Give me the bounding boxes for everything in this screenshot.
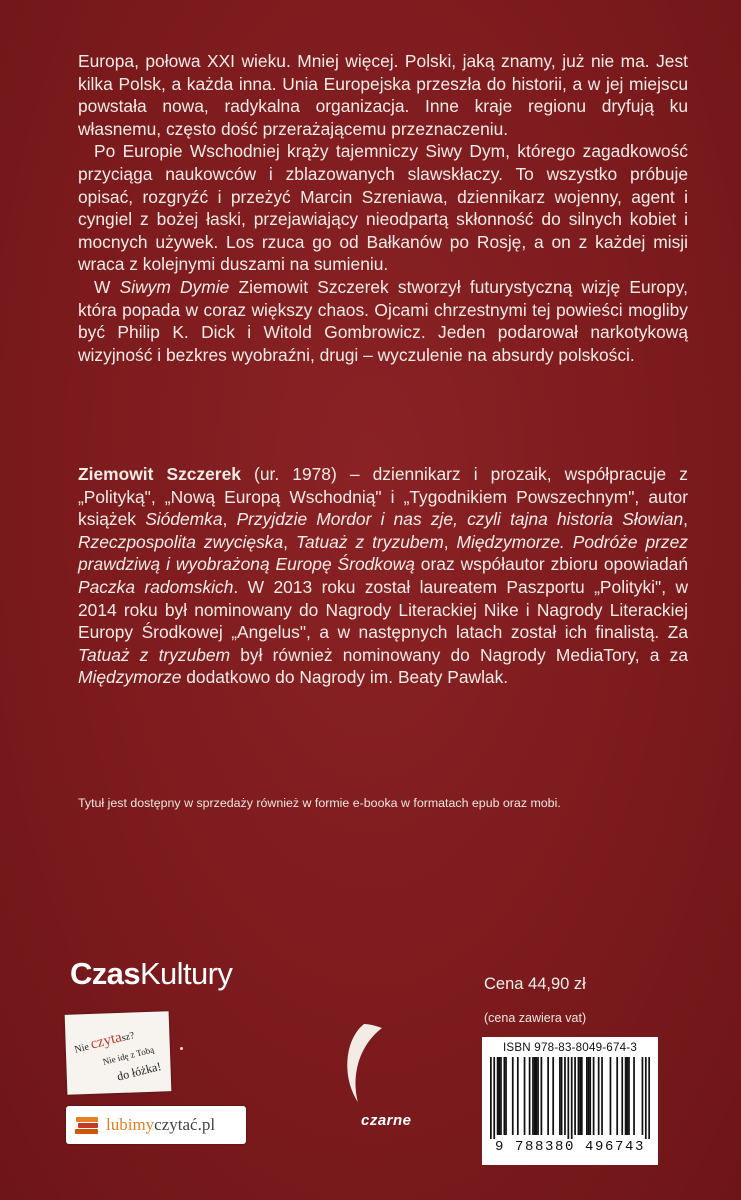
barcode-bar [535,1057,537,1135]
barcode-icon [490,1057,650,1139]
decorative-dot [180,1047,183,1050]
logo-text-bold: Czas [70,956,140,991]
bio-book-title: Paczka radomskich [78,576,234,597]
badge-line-3: do łóżka! [115,1059,163,1084]
barcode-bar [581,1057,583,1135]
books-icon [74,1114,100,1136]
isbn-number: ISBN 978-83-8049-674-3 [503,1041,637,1054]
book-description [78,50,688,366]
bio-text: , [283,531,296,552]
badge-text: Nie [73,1040,93,1056]
bio-book-title: Siódemka [145,509,223,530]
barcode-bar [524,1057,526,1135]
lubimy-czytac-text [106,1115,215,1135]
barcode-bar [648,1057,650,1139]
barcode-bar [567,1057,569,1139]
barcode-bar [512,1057,514,1135]
barcode-bar [517,1057,519,1135]
barcode-bar [529,1057,531,1135]
bio-book-title: Międzymorze. Podróże przez prawdziwą i wyobrażoną Europę Środkową [78,531,688,575]
barcode-bar [598,1057,600,1135]
lubimy-czytac-logo [66,1106,246,1144]
barcode-bar [579,1057,581,1135]
barcode-bar [625,1057,627,1135]
bio-text: oraz współautor zbioru opowiadań [414,554,688,575]
barcode-bar [621,1057,623,1135]
barcode-bar [571,1057,573,1139]
book-title-italic: Siwym Dymie [119,276,230,297]
barcode-bar [589,1057,591,1135]
barcode-bar [593,1057,595,1135]
author-bio-paragraph [78,463,688,689]
barcode-digits: 9 788380 496743 [494,1139,646,1155]
bio-book-title: Rzeczpospolita zwycięska [78,531,284,552]
lubimy-text-part: lubimy [106,1115,155,1134]
vat-note: (cena zawiera vat) [484,1011,587,1025]
barcode-bar [552,1057,554,1135]
author-bio [78,463,688,689]
isbn-barcode-box [482,1037,658,1165]
badge-text-accent: czyta [88,1029,124,1053]
nie-czytasz-badge [65,1011,172,1095]
logo-text-light: Kultury [139,956,233,991]
barcode-bar [626,1057,628,1135]
barcode-bar [497,1057,499,1135]
bio-book-title: Tatuaż z tryzubem [78,644,231,665]
barcode-bar [541,1057,543,1135]
czarne-publisher-name: czarne [361,1112,412,1129]
barcode-bar [537,1057,539,1135]
barcode-bar [633,1057,635,1135]
price-label: Cena 44,90 zł [484,975,586,993]
barcode-bar [500,1057,502,1135]
czarne-publisher-logo-icon [322,1022,422,1112]
barcode-bar [642,1057,644,1135]
description-p3-start: W [94,276,120,297]
barcode-bar [588,1057,590,1135]
barcode-bar [616,1057,618,1135]
ebook-availability-note: Tytuł jest dostępny w sprzedaży również w formie e-booka w formatach epub oraz mobi. [78,796,561,810]
barcode-bar [503,1057,505,1135]
barcode-bar [532,1057,534,1135]
bio-text: , [222,509,237,530]
barcode-bar [559,1057,561,1135]
bio-book-title: Międzymorze [78,667,182,688]
barcode-bar [578,1057,580,1135]
bio-text: był również nominowany do Nagrody MediaTory, a za [230,644,688,665]
barcode-bar [505,1057,507,1135]
bio-text: (ur. 1978) – dziennikarz i prozaik, współpracuje z „Polityką", „Nową Europą Wschodnią" i „Tygodnikiem Powszechnym", autor książek [78,464,688,530]
bio-text: , [683,509,688,530]
barcode-bar [493,1057,495,1139]
author-name: Ziemowit Szczerek [78,464,241,484]
barcode-bar [561,1057,563,1135]
bio-text: . W 2013 roku został laureatem Paszportu „Polityki", w 2014 roku był nominowany do Nagrody Literackiej Nike i Nagrody Literackiej Europy Środkowej „Angelus", a w następnych latach został ich finalistą. Za [78,576,689,643]
badge-line-2: Nie idę z Tobą [101,1044,155,1067]
barcode-bar [534,1057,536,1135]
bio-text: , [443,531,457,552]
badge-text: sz? [120,1030,136,1044]
description-paragraph-1: Europa, połowa XXI wieku. Mniej więcej. Polski, jaką znamy, już nie ma. Jest kilka Polsk, a każda inna. Unia Europejska przeszła do historii, a w jej miejscu powstała nowa, radykalna organizacja. Inne kraje regionu dryfują ku własnemu, często dość przerażającemu przeznaczeniu. [78,51,688,139]
barcode-bar [498,1057,500,1135]
barcode-bar [564,1057,566,1135]
barcode-bar [610,1057,612,1135]
barcode-bar [645,1057,647,1139]
barcode-bar [490,1057,492,1139]
description-paragraph-2: Po Europie Wschodniej krąży tajemniczy Siwy Dym, którego zagadkowość przyciąga naukowców i zblazowanych slawskłaczy. To wszystko próbuje opisać, rozgryźć i przeżyć Marcin Szreniawa, dziennikarz wojenny, agent i cyngiel z bożej łaski, przejawiający nieodpartą skłonność do silnych kobiet i mocnych używek. Los rzuca go od Bałkanów po Rosję, a on z każdej misji wraca z kolejnymi duszami na sumieniu. [78,141,688,275]
barcode-bar [574,1057,576,1135]
bio-book-title: Przyjdzie Mordor i nas zje, czyli tajna historia Słowian [236,509,684,530]
bio-book-title: Tatuaż z tryzubem [295,531,444,552]
barcode-bar [628,1057,630,1135]
bio-text: dodatkowo do Nagrody im. Beaty Pawlak. [181,667,509,688]
description-paragraph-3 [78,276,688,366]
description-p3-rest: Ziemowit Szczerek stworzył futurystyczną wizję Europy, która popada w coraz większy chaos. Ojcami chrzestnymi tej powieści mogliby być Philip K. Dick i Witold Gombrowicz. Jeden podarował narkotykową wizyjność i bezkres wyobraźni, drugi – wyczulenie na absurdy polskości. [78,276,689,365]
czas-kultury-logo [70,956,232,992]
barcode-bar [547,1057,549,1135]
barcode-bar [601,1057,603,1135]
barcode-bar [586,1057,588,1135]
lubimy-text-part: czytać.pl [154,1115,216,1134]
